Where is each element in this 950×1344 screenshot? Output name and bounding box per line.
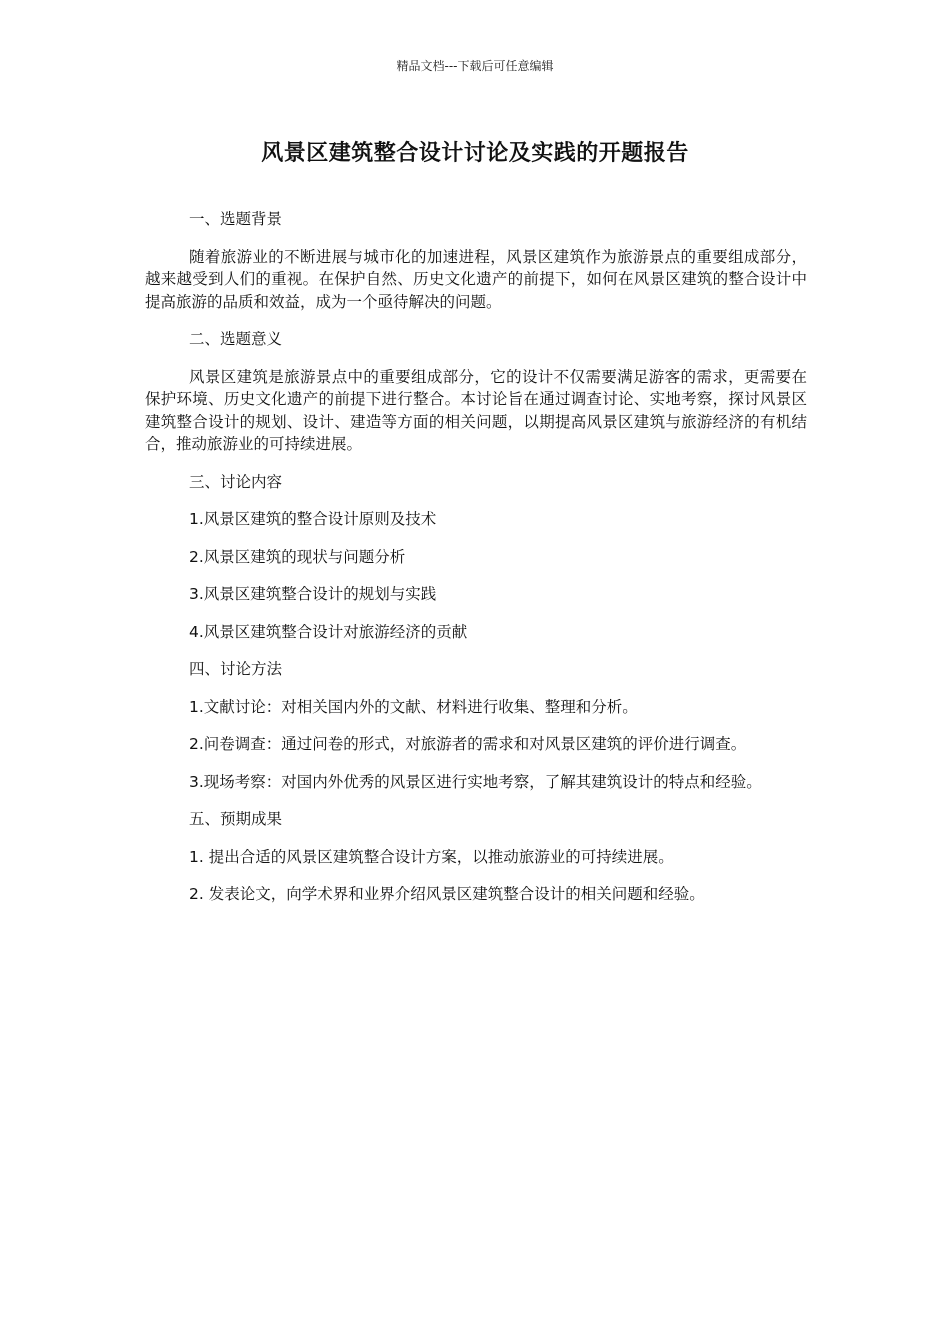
list-item: 3.风景区建筑整合设计的规划与实践 <box>189 585 437 603</box>
list-item: 2. 发表论文，向学术界和业界介绍风景区建筑整合设计的相关问题和经验。 <box>189 885 705 903</box>
list-item: 4.风景区建筑整合设计对旅游经济的贡献 <box>189 622 468 641</box>
header-note: 精品文档---下载后可任意编辑 <box>396 59 554 73</box>
section-heading-methods: 四、讨论方法 <box>189 660 283 678</box>
list-item: 2.问卷调查：通过问卷的形式，对旅游者的需求和对风景区建筑的评价进行调查。 <box>189 735 747 753</box>
section-heading-outcomes: 五、预期成果 <box>189 810 283 828</box>
document-body <box>145 208 807 921</box>
section-heading-significance: 二、选题意义 <box>189 330 283 348</box>
list-item: 1. 提出合适的风景区建筑整合设计方案，以推动旅游业的可持续进展。 <box>189 847 674 866</box>
paragraph-significance: 风景区建筑是旅游景点中的重要组成部分，它的设计不仅需要满足游客的需求，更需要在保护环境、历史文化遗产的前提下进行整合。本讨论旨在通过调查讨论、实地考察，探讨风景区建筑整合设计的规划、设计、建造等方面的相关问题，以期提高风景区建筑与旅游经济的有机结合，推动旅游业的可持续进展。 <box>145 367 807 453</box>
section-heading-background: 一、选题背景 <box>189 210 283 228</box>
paragraph-background: 随着旅游业的不断进展与城市化的加速进程，风景区建筑作为旅游景点的重要组成部分，越来越受到人们的重视。在保护自然、历史文化遗产的前提下，如何在风景区建筑的整合设计中提高旅游的品质和效益，成为一个亟待解决的问题。 <box>145 247 807 311</box>
list-item: 2.风景区建筑的现状与问题分析 <box>189 547 406 566</box>
list-item: 1.风景区建筑的整合设计原则及技术 <box>189 510 437 528</box>
page-title: 风景区建筑整合设计讨论及实践的开题报告 <box>261 141 689 166</box>
section-heading-content: 三、讨论内容 <box>189 472 283 491</box>
list-item: 1.文献讨论：对相关国内外的文献、材料进行收集、整理和分析。 <box>189 697 638 716</box>
list-item: 3.现场考察：对国内外优秀的风景区进行实地考察，了解其建筑设计的特点和经验。 <box>189 772 762 791</box>
